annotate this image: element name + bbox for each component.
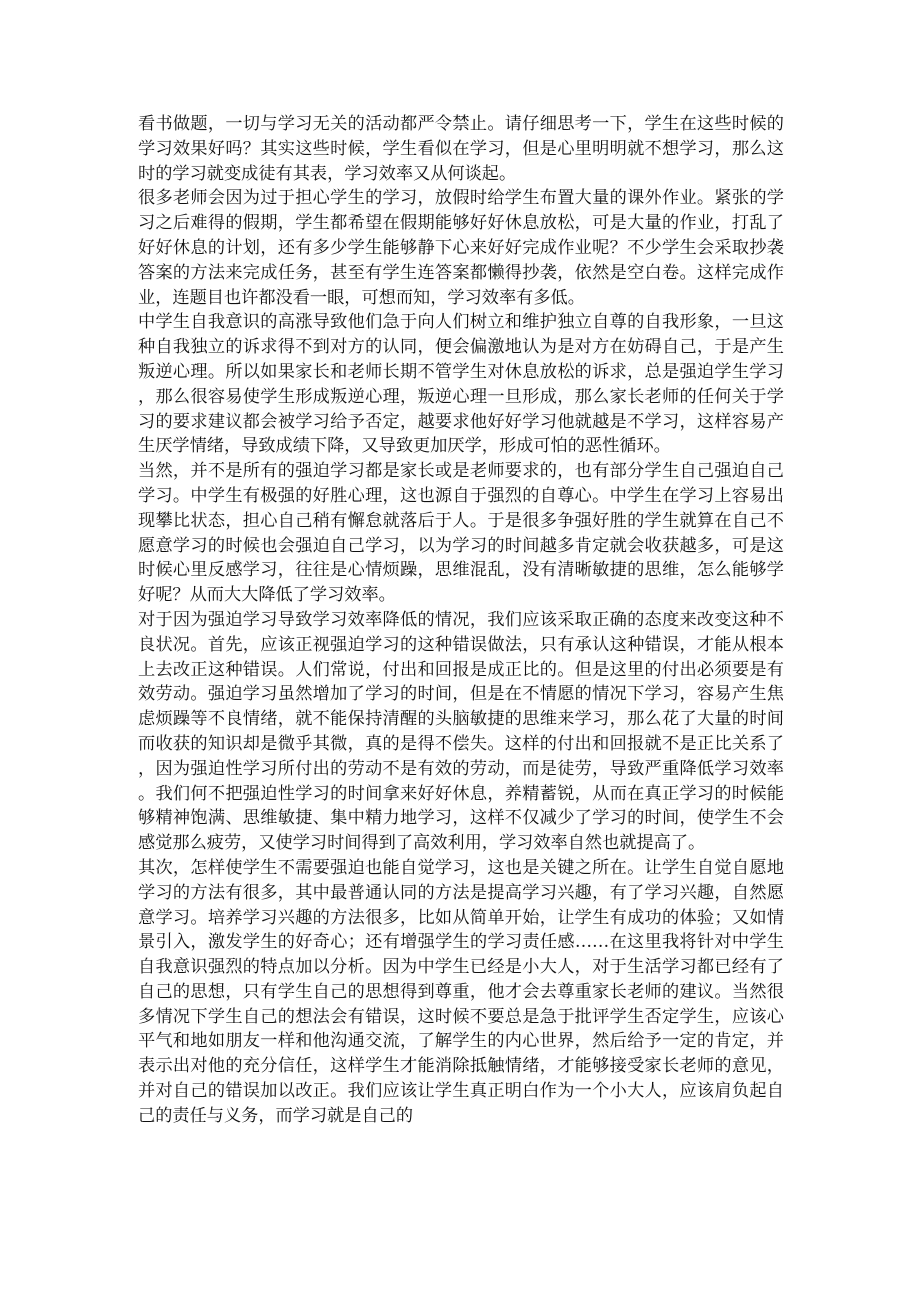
paragraph-2: 很多老师会因为过于担心学生的学习，放假时给学生布置大量的课外作业。紧张的学习之后难得的假期，学生都希望在假期能够好好休息放松，可是大量的作业，打乱了好好休息的计划，还有多少学生能够静下心来好好完成作业呢？不少学生会采取抄袭答案的方法来完成任务，甚至有学生连答案都懒得抄袭，依然是空白卷。这样完成作业，连题目也许都没看一眼，可想而知，学习效率有多低。 (138, 188, 784, 308)
paragraph-5: 对于因为强迫学习导致学习效率降低的情况，我们应该采取正确的态度来改变这种不良状况。首先，应该正视强迫学习的这种错误做法，只有承认这种错误，才能从根本上去改正这种错误。人们常说，付出和回报是成正比的。但是这里的付出必须要是有效劳动。强迫学习虽然增加了学习的时间，但是在不情愿的情况下学习，容易产生焦虑烦躁等不良情绪，就不能保持清醒的头脑敏捷的思维来学习，那么花了大量的时间而收获的知识却是微乎其微，真的是得不偿失。这样的付出和回报就不是正比关系了，因为强迫性学习所付出的劳动不是有效的劳动，而是徒劳，导致严重降低学习效率。我们何不把强迫性学习的时间拿来好好休息，养精蓄锐，从而在真正学习的时候能够精神饱满、思维敏捷、集中精力地学习，这样不仅减少了学习的时间，使学生不会感觉那么疲劳，又使学习时间得到了高效利用，学习效率自然也就提高了。 (138, 609, 784, 854)
paragraph-3: 中学生自我意识的高涨导致他们急于向人们树立和维护独立自尊的自我形象，一旦这种自我独立的诉求得不到对方的认同，便会偏激地认为是对方在妨碍自己，于是产生叛逆心理。所以如果家长和老师长期不管学生对休息放松的诉求，总是强迫学生学习，那么很容易使学生形成叛逆心理，叛逆心理一旦形成，那么家长老师的任何关于学习的要求建议都会被学习给予否定，越要求他好好学习他就越是不学习，这样容易产生厌学情绪，导致成绩下降，又导致更加厌学，形成可怕的恶性循环。 (138, 312, 784, 457)
paragraph-4: 当然，并不是所有的强迫学习都是家长或是老师要求的，也有部分学生自己强迫自己学习。中学生有极强的好胜心理，这也源自于强烈的自尊心。中学生在学习上容易出现攀比状态，担心自己稍有懈怠就落后于人。于是很多争强好胜的学生就算在自己不愿意学习的时候也会强迫自己学习，以为学习的时间越多肯定就会收获越多，可是这时候心里反感学习，往往是心情烦躁，思维混乱，没有清晰敏捷的思维，怎么能够学好呢？从而大大降低了学习效率。 (138, 461, 784, 606)
document-body (138, 112, 784, 1129)
paragraph-6: 其次，怎样使学生不需要强迫也能自觉学习，这也是关键之所在。让学生自觉自愿地学习的方法有很多，其中最普通认同的方法是提高学习兴趣，有了学习兴趣，自然愿意学习。培养学习兴趣的方法很多，比如从简单开始，让学生有成功的体验；又如情景引入，激发学生的好奇心；还有增强学生的学习责任感……在这里我将针对中学生自我意识强烈的特点加以分析。因为中学生已经是小大人，对于生活学习都已经有了自己的思想，只有学生自己的思想得到尊重，他才会去尊重家长老师的建议。当然很多情况下学生自己的想法会有错误，这时候不要总是急于批评学生否定学生，应该心平气和地如朋友一样和他沟通交流，了解学生的内心世界，然后给予一定的肯定，并表示出对他的充分信任，这样学生才能消除抵触情绪，才能够接受家长老师的意见，并对自己的错误加以改正。我们应该让学生真正明白作为一个小大人，应该肩负起自己的责任与义务，而学习就是自己的 (138, 857, 784, 1126)
paragraph-1: 看书做题，一切与学习无关的活动都严令禁止。请仔细思考一下，学生在这些时候的学习效果好吗？其实这些时候，学生看似在学习，但是心里明明就不想学习，那么这时的学习就变成徒有其表，学习效率又从何谈起。 (138, 114, 784, 184)
